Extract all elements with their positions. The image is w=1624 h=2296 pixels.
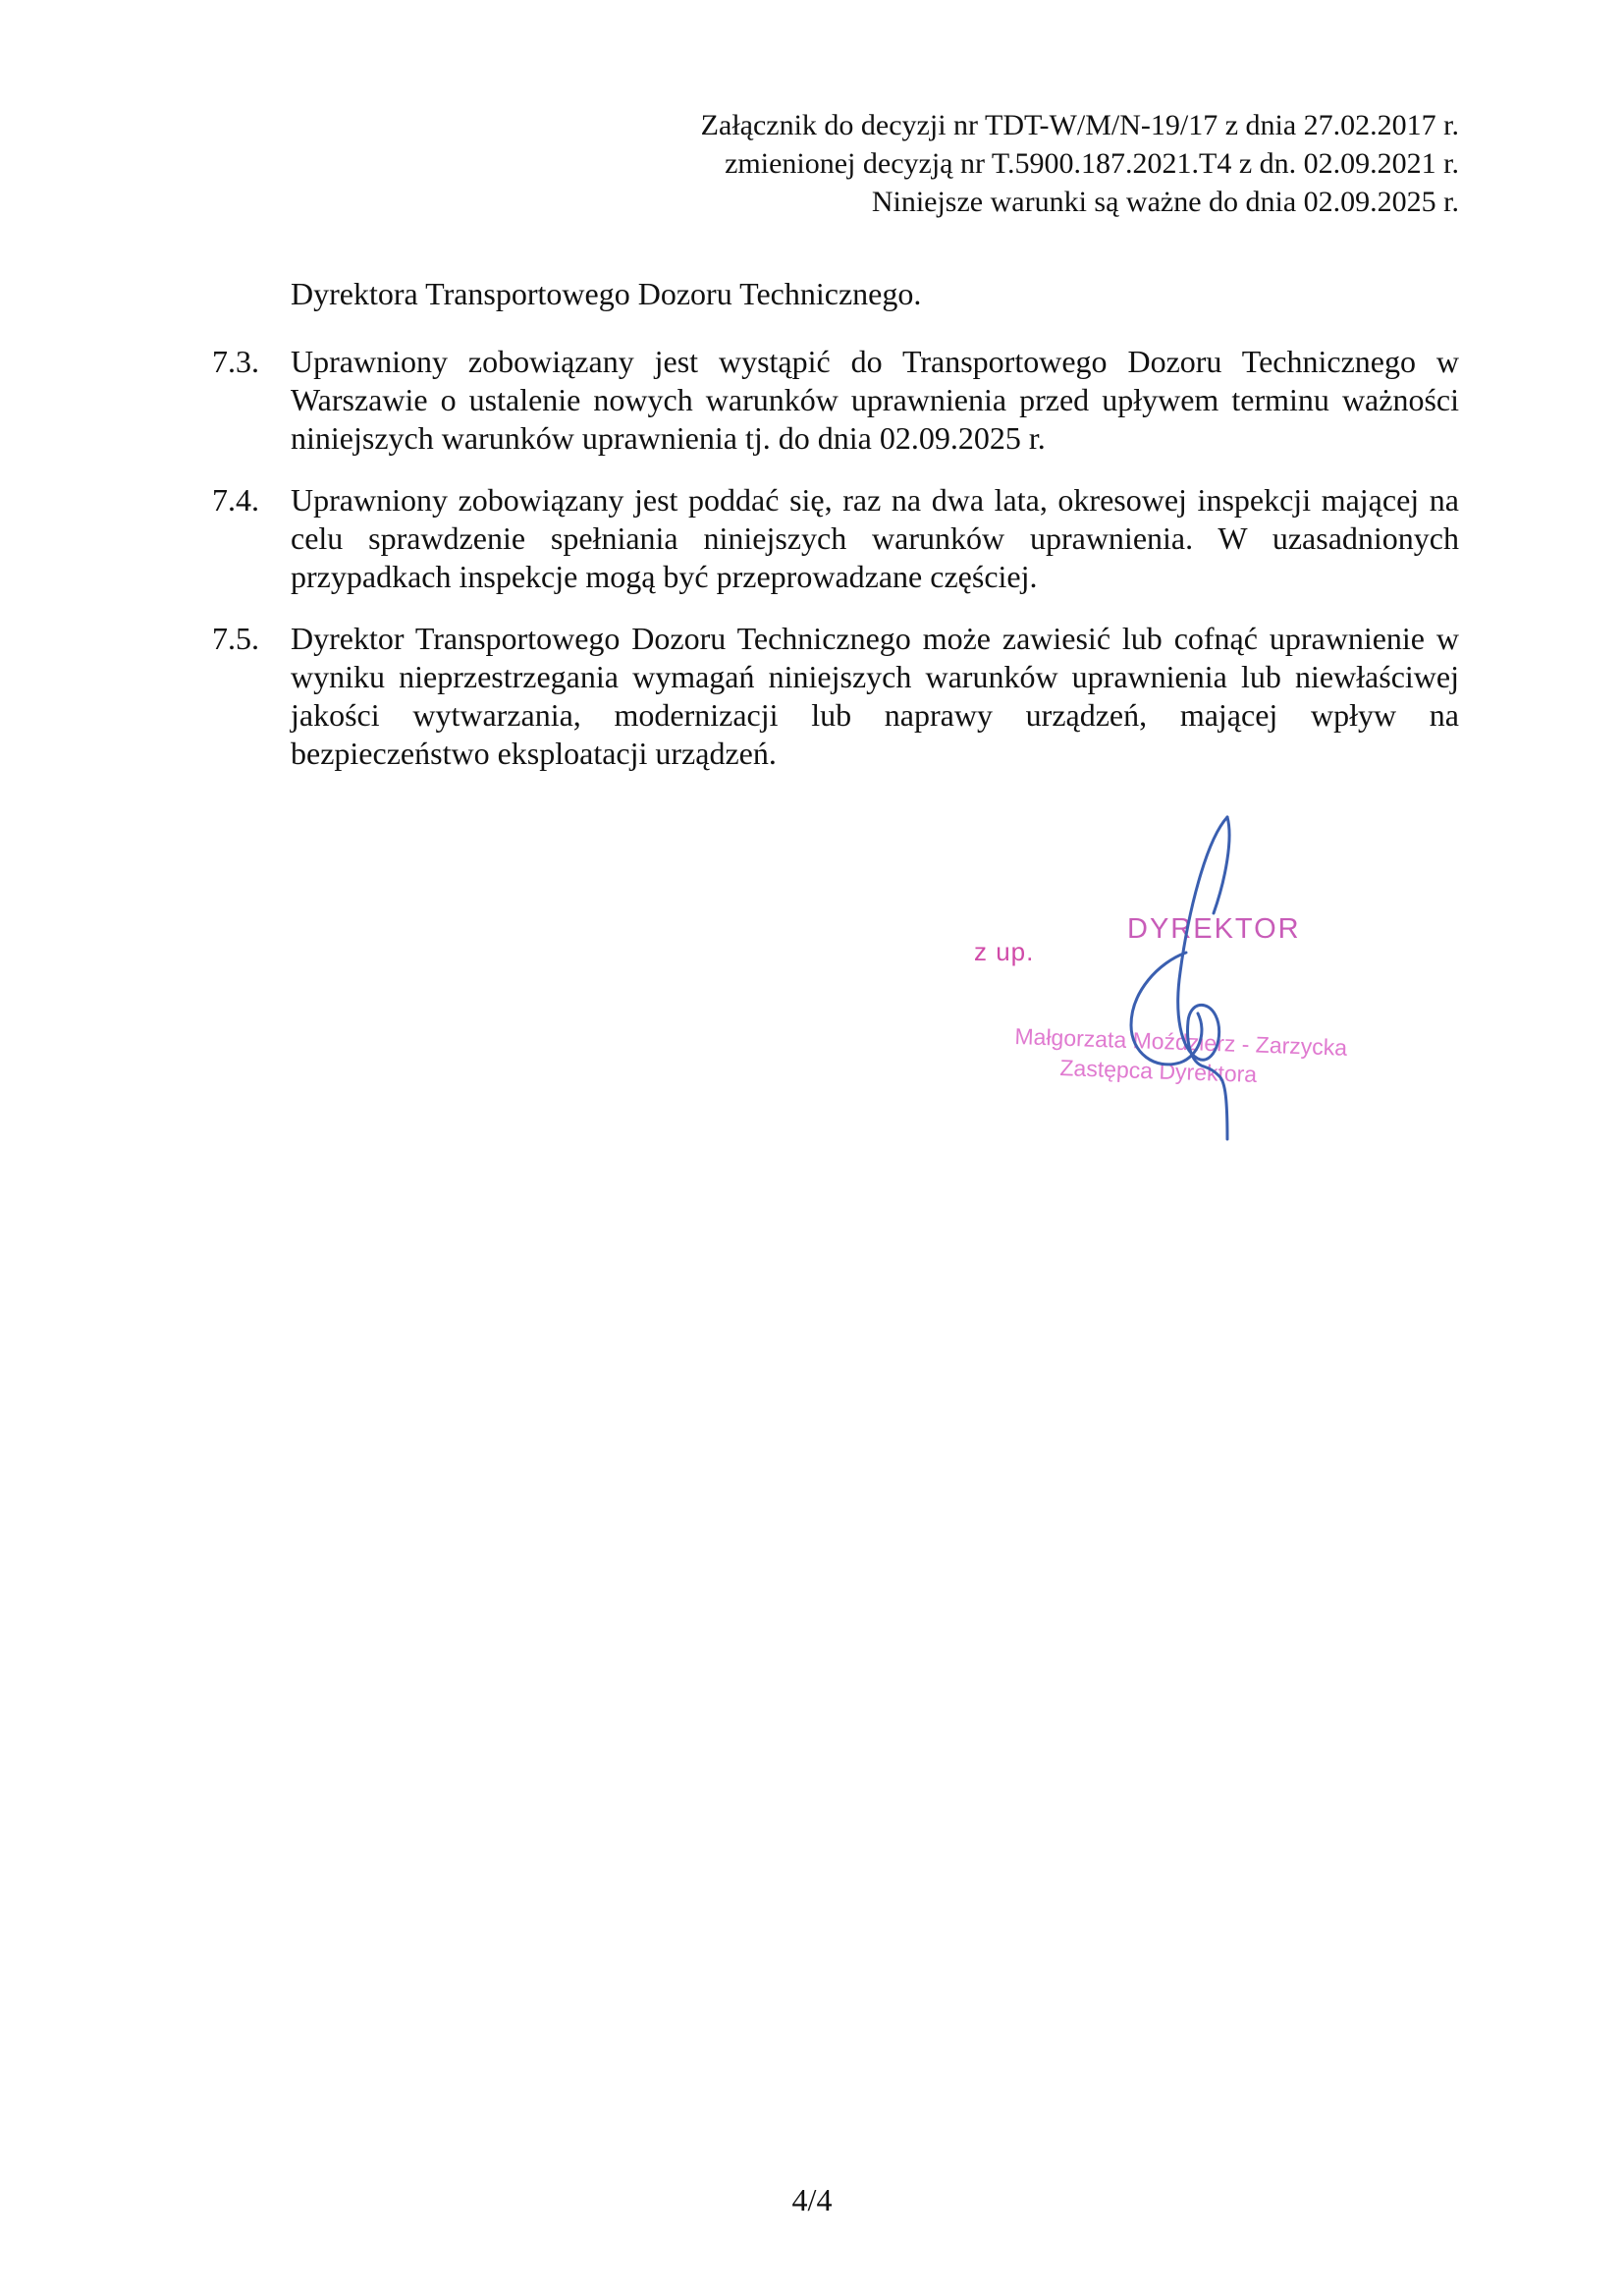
page-number: 4/4 [791, 2182, 833, 2217]
director-stamp [962, 805, 1414, 1159]
clause-7-4 [212, 481, 1459, 596]
header-amendment-reference: zmienionej decyzją nr T.5900.187.2021.T4 z dn. 02.09.2021 r. [725, 147, 1459, 180]
header-decision-reference: Załącznik do decyzji nr TDT-W/M/N-19/17 z dnia 27.02.2017 r. [700, 109, 1459, 141]
stamp-on-behalf-prefix: z up. [974, 937, 1035, 966]
stamp-signatory-name: Małgorzata Moździerz - Zarzycka [1014, 1023, 1348, 1061]
header-validity-date: Niniejsze warunki są ważne do dnia 02.09.2025 r. [871, 186, 1459, 218]
stamp-signatory-role: Zastępca Dyrektora [1059, 1055, 1258, 1087]
clause-text: Uprawniony zobowiązany jest wystąpić do Transportowego Dozoru Technicznego w Warszawie o ustalenie nowych warunków uprawnienia przed upływem terminu ważności niniejszych warunków uprawnienia tj. do dnia 02.09.2025 r. [291, 344, 1459, 456]
handwritten-signature [1041, 805, 1296, 1159]
signature-stroke [1178, 817, 1227, 1139]
document-body [212, 275, 1459, 796]
stamp-title: DYREKTOR [1127, 913, 1301, 945]
clause-number: 7.3. [212, 344, 259, 379]
clause-text: Uprawniony zobowiązany jest poddać się, raz na dwa lata, okresowej inspekcji mającej na celu sprawdzenie spełniania niniejszych warunków uprawnienia. W uzasadnionych przypadkach inspekcje mogą być przeprowadzane częściej. [291, 482, 1459, 594]
attachment-header [701, 106, 1459, 221]
clause-7-3 [212, 343, 1459, 458]
clause-number: 7.4. [212, 482, 259, 518]
signature-loop-stroke [1131, 953, 1202, 1065]
clause-7-5 [212, 620, 1459, 773]
clause-number: 7.5. [212, 621, 259, 656]
clause-text: Dyrektor Transportowego Dozoru Technicznego może zawiesić lub cofnąć uprawnienie w wyniku nieprzestrzegania wymagań niniejszych warunków uprawnienia lub niewłaściwej jakości wytwarzania, modernizacji lub naprawy urządzeń, mającej wpływ na bezpieczeństwo eksploatacji urządzeń. [291, 621, 1459, 771]
continued-paragraph: Dyrektora Transportowego Dozoru Technicznego. [291, 276, 922, 311]
